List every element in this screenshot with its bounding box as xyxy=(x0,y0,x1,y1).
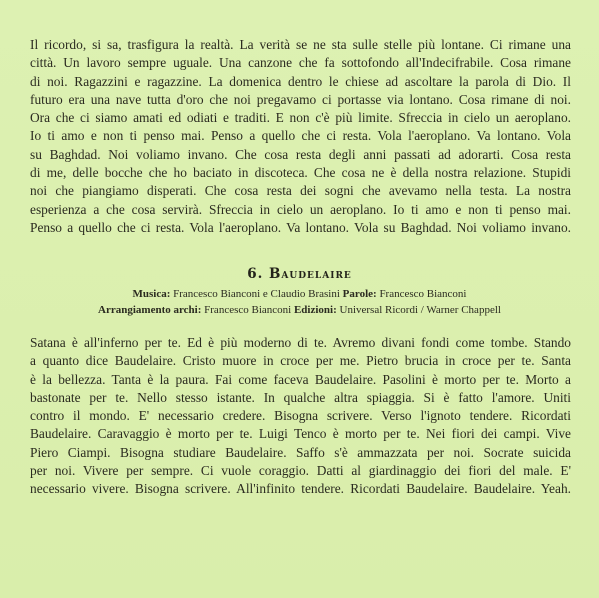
music-label: Musica: xyxy=(132,288,171,300)
lyric-line: Ora che ci siamo amati ed odiati e traditi. E non c'è più limite. Sfreccia in cielo un aeroplano. xyxy=(30,110,571,126)
lyric-line: per noi. Vivere per sempre. Ci vuole coraggio. Datti al giardinaggio dei fiori del male. E' xyxy=(30,463,571,479)
lyric-line: noi che piangiamo disperati. Che cosa resta dei sogni che avevamo nella testa. La nostra xyxy=(30,183,571,199)
lyric-line: Satana è all'inferno per te. Ed è più moderno di te. Avremo divani fondi come tombe. Stando xyxy=(30,335,571,350)
lyric-line: bastonate per te. Nello stesso istante. In qualche altra spiaggia. Si è fatto l'amore. Uniti xyxy=(30,389,571,405)
lyrics-block-baudelaire xyxy=(30,334,571,499)
lyric-line: futuro era una nave tutta d'oro che noi pregavamo ci portasse via lontano. Cosa rimane di noi. xyxy=(30,91,571,107)
strings-arrangement-value: Francesco Bianconi xyxy=(204,304,292,316)
lyric-line: esperienza a che cosa servirà. Sfreccia in cielo un aeroplano. Io ti amo e non ti penso mai. xyxy=(30,201,571,217)
lyric-line: Io ti amo e non ti penso mai. Penso a quello che ci resta. Vola l'aeroplano. Va lontano. Vola xyxy=(30,128,571,144)
publisher-label: Edizioni: xyxy=(293,304,337,316)
lyric-line: di me, delle bocche che ho baciato in discoteca. Che cosa ne è della nostra relazione. Stupidi xyxy=(30,165,571,181)
lyric-line: Il ricordo, si sa, trasfigura la realtà. La verità se ne sta sulle stelle più lontane. Ci rimane una xyxy=(30,37,571,52)
song-title: 6. Baudelaire xyxy=(247,266,352,282)
strings-arrangement-label: Arrangiamento archi: xyxy=(98,304,202,316)
lyrics-label: Parole: xyxy=(342,288,377,300)
lyric-line: città. Un lavoro sempre uguale. Una canzone che fa sottofondo all'Indecifrabile. Cosa rimane xyxy=(30,55,571,71)
lyric-line: è la bellezza. Tanta è la paura. Fai come faceva Baudelaire. Pasolini è morto per te. Morto a xyxy=(30,371,571,387)
lyric-line: di noi. Ragazzini e ragazzine. La domenica dentro le chiese ad ascoltare la parola di Dio. Il xyxy=(30,73,571,89)
lyric-line: a quanto dice Baudelaire. Cristo muore in croce per me. Pietro brucia in croce per te. Santa xyxy=(30,353,571,369)
publisher-value: Universal Ricordi / Warner Chappell xyxy=(339,304,501,316)
lyric-line: su Baghdad. Noi voliamo invano. Che cosa resta degli anni passati ad adorarti. Cosa resta xyxy=(30,146,571,162)
lyric-line: Penso a quello che ci resta. Vola l'aeroplano. Va lontano. Vola su Baghdad. Noi voliamo invano. xyxy=(30,219,571,235)
lyric-line: contro il mondo. E' necessario credere. Bisogna scrivere. Verso l'ignoto tendere. Ricordati xyxy=(30,408,571,424)
lyrics-value: Francesco Bianconi xyxy=(379,288,467,300)
lyric-line: necessario vivere. Bisogna scrivere. All'infinito tendere. Ricordati Baudelaire. Baudelaire. Yeah. xyxy=(30,481,571,497)
lyric-line: Piero Ciampi. Bisogna studiare Baudelaire. Saffo s'è ammazzata per noi. Socrate suicida xyxy=(30,444,571,460)
lyrics-block-previous-song xyxy=(30,36,571,237)
lyric-line: Baudelaire. Caravaggio è morto per te. Luigi Tenco è morto per te. Nei fiori dei campi. Vive xyxy=(30,426,571,442)
credits-strings-publisher xyxy=(0,303,599,317)
music-value: Francesco Bianconi e Claudio Brasini xyxy=(173,288,340,300)
credits-music-lyrics xyxy=(0,287,599,301)
